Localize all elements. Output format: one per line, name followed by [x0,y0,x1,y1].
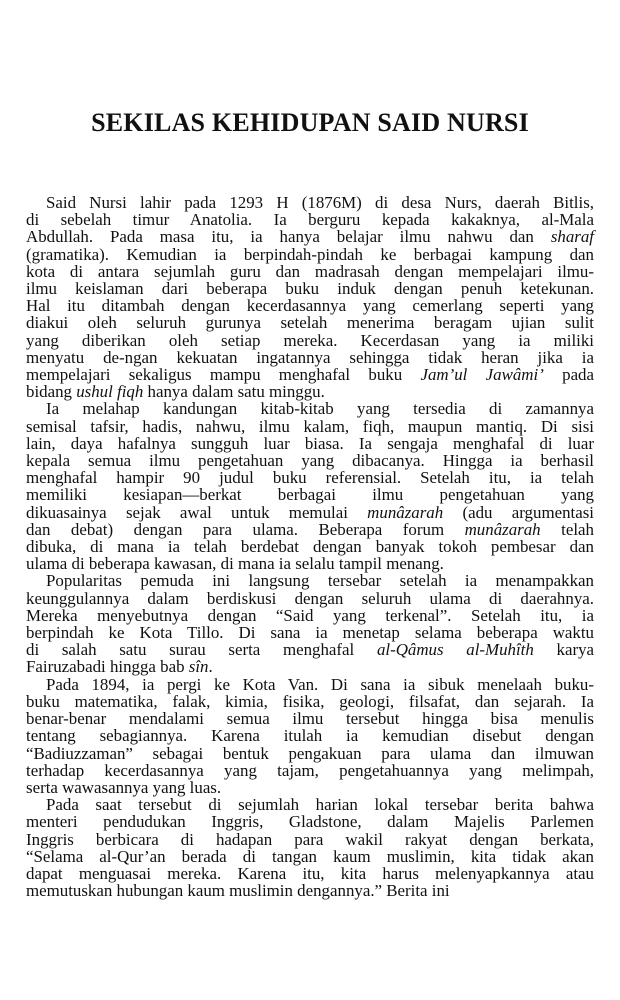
paragraph [26,194,594,400]
text-segment: lain, daya hafalnya sungguh luar biasa. Ia sengaja menghafal di luar [26,433,594,453]
text-line [26,400,594,417]
text-line [26,590,594,607]
text-line [26,297,594,314]
text-segment: Ia melahap kandungan kitab-kitab yang tersedia di zamannya [46,399,594,419]
text-segment: “Selama al-Qur’an berada di tangan kaum muslimin, kita tidak akan [26,846,594,866]
text-segment: ulama di beberapa kawasan, di mana ia selalu tampil menang. [26,554,444,574]
text-segment: di sebelah timur Anatolia. Ia berguru kepada kakaknya, al-Mala [26,210,594,230]
text-line [26,745,594,762]
text-line [26,555,594,572]
text-line [26,762,594,779]
text-segment: Said Nursi lahir pada 1293 H (1876M) di desa Nurs, daerah Bitlis, [46,193,594,212]
text-line [26,641,594,658]
text-line [26,882,594,899]
text-segment: telah [540,519,594,539]
text-segment: Pada 1894, ia pergi ke Kota Van. Di sana ia sibuk menelaah buku- [46,674,594,694]
text-segment: (gramatika). Kemudian ia berpindah-pindah ke berbagai kampung dan [26,244,594,264]
text-line [26,469,594,486]
text-line [26,865,594,882]
text-line [26,383,594,400]
text-segment: dan debat) dengan para ulama. Beberapa forum [26,519,465,539]
text-line [26,504,594,521]
text-line [26,693,594,710]
text-line [26,727,594,744]
italic-term: sîn [188,657,209,677]
text-line [26,779,594,796]
text-segment: semisal tafsir, hadis, nahwu, ilmu kalam, fiqh, maupun mantiq. Di sisi [26,416,594,436]
text-segment: buku matematika, falak, kimia, fisika, geologi, filsafat, dan sejarah. Ia [26,691,594,711]
text-segment: . [208,657,213,677]
italic-term: al-Qâmus al-Muhîth [376,640,534,660]
text-segment: dibuka, di mana ia telah berdebat dengan banyak tokoh pembesar dan [26,537,594,557]
text-segment: terhadap kecerdasannya yang tajam, pengetahuannya yang melimpah, [26,760,594,780]
italic-term: ushul fiqh [76,382,144,402]
text-segment: kota di antara sejumlah guru dan madrasah dengan mempelajari ilmu- [26,261,594,281]
text-segment: tentang sebagiannya. Karena itulah ia kemudian disebut dengan [26,726,594,746]
text-segment: berpindah ke Kota Tillo. Di sana ia menetap selama beberapa waktu [26,623,594,643]
text-segment: mempelajari sekaligus mampu menghafal buku [26,365,421,385]
text-segment: Popularitas pemuda ini langsung tersebar setelah ia menampakkan [46,571,594,591]
body-text [26,194,594,899]
text-segment: “Badiuzzaman” sebagai bentuk pengakuan para ulama dan ilmuwan [26,743,594,763]
text-line [26,452,594,469]
text-line [26,486,594,503]
text-segment: Mereka menyebutnya dengan “Said yang terkenal”. Setelah itu, ia [26,605,594,625]
text-segment: dikuasainya sejak awal untuk memulai [26,502,368,522]
text-segment: dapat menguasai mereka. Karena itu, kita harus melenyapkannya atau [26,863,594,883]
paragraph [26,676,594,796]
text-line [26,624,594,641]
text-line [26,848,594,865]
text-segment: Hal itu ditambah dengan kecerdasannya yang cemerlang seperti yang [26,296,594,316]
text-segment: keunggulannya dalam berdiskusi dengan seluruh ulama di daerahnya. [26,588,594,608]
text-segment: pada [543,365,595,385]
italic-term: sharaf [550,227,594,247]
text-line [26,263,594,280]
text-line [26,658,594,675]
italic-term: munâzarah [367,502,444,522]
text-line [26,194,594,211]
text-segment: Pada saat tersebut di sejumlah harian lokal tersebar berita bahwa [46,795,594,815]
text-line [26,418,594,435]
text-line [26,676,594,693]
text-line [26,246,594,263]
italic-term: Jam’ul Jawâmi’ [420,365,544,385]
text-line [26,710,594,727]
text-segment: Fairuzabadi hingga bab [26,657,189,677]
italic-term: munâzarah [464,519,541,539]
page-title: SEKILAS KEHIDUPAN SAID NURSI [91,108,529,137]
text-segment: benar-benar mendalami semua ilmu tersebut hingga bisa menulis [26,709,594,729]
text-line [26,607,594,624]
text-segment: memutuskan hubungan kaum muslimin dengannya.” Berita ini [26,881,450,901]
text-segment: Abdullah. Pada masa itu, ia hanya belajar ilmu nahwu dan [26,227,551,247]
text-segment: hanya dalam satu minggu. [143,382,325,402]
paragraph [26,572,594,675]
text-segment: karya [533,640,595,660]
text-line [26,332,594,349]
text-segment: menghafal hampir 90 judul buku referensial. Setelah itu, ia telah [26,468,594,488]
text-line [26,349,594,366]
text-line [26,211,594,228]
text-line [26,280,594,297]
text-segment: serta wawasannya yang luas. [26,777,222,797]
text-segment: Inggris berbicara di hadapan para wakil rakyat dengan berkata, [26,829,594,849]
text-segment: memiliki kesiapan—berkat berbagai ilmu pengetahuan yang [26,485,594,505]
text-line [26,521,594,538]
text-line [26,572,594,589]
text-segment: diakui oleh seluruh gurunya setelah menerima beragam ujian sulit [26,313,594,333]
paragraph [26,400,594,572]
paragraph [26,796,594,899]
text-segment: (adu argumentasi [443,502,594,522]
text-line [26,366,594,383]
text-segment: bidang [26,382,77,402]
text-segment: kepala semua ilmu pengetahuan yang dibacanya. Hingga ia berhasil [26,451,594,471]
text-line [26,538,594,555]
text-line [26,796,594,813]
text-segment: yang diberikan oleh setiap mereka. Kecerdasan yang ia miliki [26,330,594,350]
text-line [26,831,594,848]
text-line [26,435,594,452]
text-segment: menyatu de-ngan kekuatan ingatannya sehingga tidak heran jika ia [26,347,594,367]
text-line [26,228,594,245]
text-line [26,813,594,830]
text-line [26,314,594,331]
text-segment: menteri pendudukan Inggris, Gladstone, dalam Majelis Parlemen [26,812,594,832]
text-segment: ilmu keislaman dari beberapa buku induk dengan penuh ketekunan. [26,279,594,299]
text-segment: di salah satu surau serta menghafal [26,640,377,660]
